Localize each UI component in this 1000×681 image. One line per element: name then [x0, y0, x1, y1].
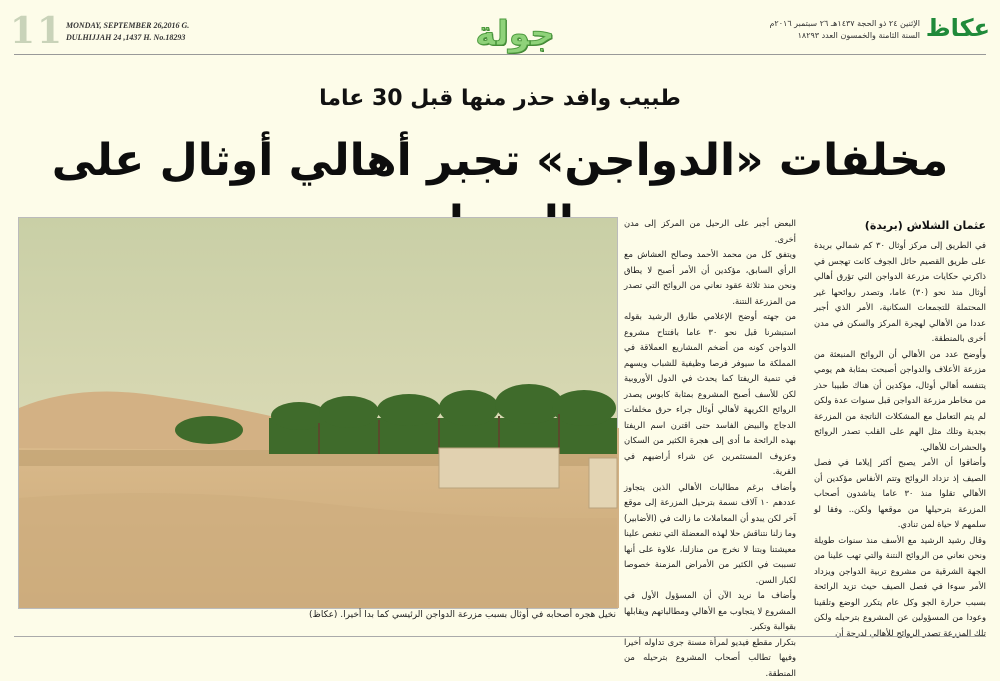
arabic-date-line: الإثنين ٢٤ ذو الحجة ١٤٣٧هـ ٢٦ سبتمبر ٢٠١٦م: [750, 18, 920, 30]
text-column-middle: [624, 216, 796, 638]
paragraph: ويتفق كل من محمد الأحمد وصالح العشاش مع الرأي السابق، مؤكدين أن الأمر أصبح لا يطاق ونحن منذ ثلاثة عقود نعاني من الروائح التي تصدر من المزرعة النتنة.: [624, 247, 796, 309]
paragraph: وأضاف برغم مطالبات الأهالي الذين يتجاوز عددهم ١٠ آلاف نسمة بترحيل المزرعة إلى موقع آخر لكن يبدو أن المعاملات ما زالت في (الأضابير) وما زلنا نتناقش حلا لهذه المعضلة التي تنغص علينا معيشتنا وبتنا لا نخرج من منازلنا، علاوة على أنها تسببت في الكثير من الأمراض المزمنة خصوصا لكبار السن.: [624, 480, 796, 589]
english-date: [66, 20, 226, 44]
palm-farm-photo: [19, 218, 617, 608]
page-number: 11: [10, 10, 64, 52]
paragraph: وأضافوا أن الأمر يصبح أكثر إيلاما في فصل الصيف إذ تزداد الروائح وتتم الأنفاس مؤكدين أن الأهالي تقلوا منذ ٣٠ عاما يناشدون أصحاب المزرعة بترحيلها من موقعها ولكن.. وفقا لو سلمهم لا حياة لمن تنادي.: [814, 455, 986, 533]
article-kicker: طبيب وافد حذر منها قبل 30 عاما: [200, 86, 800, 111]
photo-caption: نخيل هجره أصحابه في أوثال بسبب مزرعة الدواجن الرئيسي كما بدا أخيرا. (عكاظ): [18, 610, 616, 620]
english-hijri-line: DULHIJJAH 24 ,1437 H. No.18293: [66, 32, 226, 44]
article-byline: عثمان الشلاش (بريدة): [814, 219, 986, 232]
text-column-right: [814, 238, 986, 638]
paragraph: وأوضح عدد من الأهالي أن الروائح المنبعثة من مزرعة الأعلاف والدواجن أصبحت بمثابة هم يومي يتنفسه أهالي أوثال، مؤكدين أن هناك طبيبا حذر من مخاطر مزرعة الدواجن قبل سنوات عدة ولكن لم يتم التعامل مع المشكلات الناتجة من المزرعة بجدية وتلك مثل الهم على القلب تصدر الروائح والحشرات للأهالي.: [814, 347, 986, 456]
section-title: جولة: [440, 14, 590, 54]
paragraph: البعض أجبر على الرحيل من المركز إلى مدن أخرى.: [624, 216, 796, 247]
arabic-date: [750, 18, 920, 42]
arabic-issue-line: السنة الثامنة والخمسون العدد ١٨٢٩٣: [750, 30, 920, 42]
masthead: [750, 14, 990, 44]
article-headline: مخلفات «الدواجن» تجبر أهالي أوثال على: [10, 130, 990, 254]
page-header: [0, 0, 1000, 58]
article-photo: [18, 217, 618, 609]
header-divider: [14, 54, 986, 55]
english-date-line: MONDAY, SEPTEMBER 26,2016 G.: [66, 20, 226, 32]
paragraph: من جهته أوضح الإعلامي طارق الرشيد بقوله استبشرنا قبل نحو ٣٠ عاما بافتتاح مشروع الدواجن كونه من أضخم المشاريع العملاقة في المملكة ما سيوفر فرصا وظيفية للشباب ويسهم في تنمية الريفتا كما يحدث في الدول الأوروبية لكن للأسف أصبح المشروع بمثابة كابوس يصدر الروائح الكريهة لأهالي أوثال جراء حرق مخلفات الدجاج والبيض الفاسد حتى اقترن اسم الريفتا بهذه الرائحة ما أدى إلى هجرة الكثير من السكان وعزوف المستثمرين عن شراء أراضيهم في القرية.: [624, 309, 796, 480]
newspaper-logo: عكاظ: [926, 14, 990, 42]
paragraph: في الطريق إلى مركز أوثال ٣٠ كم شمالي بريدة على طريق القصيم حائل الجوف كانت تهجس في ذاكرتي حكايات مزرعة الدواجن التي تؤرق أهالي أوثال منذ نحو (٣٠) عاما، وتصدر روائحها غير المحتملة للتجمعات السكانية، الأمر الذي أجبر عددا من الأهالي لهجرة المركز والسكن في مدن أخرى بالمنطقة.: [814, 238, 986, 347]
paragraph: وأضاف ما نريد الآن أن المسؤول الأول في المشروع لا يتجاوب مع الأهالي ومطالباتهم ويقابلها بقوالبة وتكبر.: [624, 588, 796, 635]
paragraph: وقال رشيد الرشيد مع الأسف منذ سنوات طويلة ونحن نعاني من الروائح النتنة والتي تهب علينا من الجهة الشرقية من مشروع تربية الدواجن ويزداد الأمر سوءا في فصل الصيف حيث تزيد الرائحة بسبب حرارة الجو وكل عام يتكرر الوضع وتلقينا وعودا من المسؤولين عن المشروع بترحيله ولكن تلك المزرعة تصدر الروائح للأهالي لدرجة أن: [814, 533, 986, 642]
page-bottom-rule: [14, 636, 986, 637]
paragraph: بتكرار مقطع فيديو لمرأة مسنة جرى تداوله أخيرا وفيها تطالب أصحاب المشروع بترحيله من المنطقة.: [624, 635, 796, 681]
